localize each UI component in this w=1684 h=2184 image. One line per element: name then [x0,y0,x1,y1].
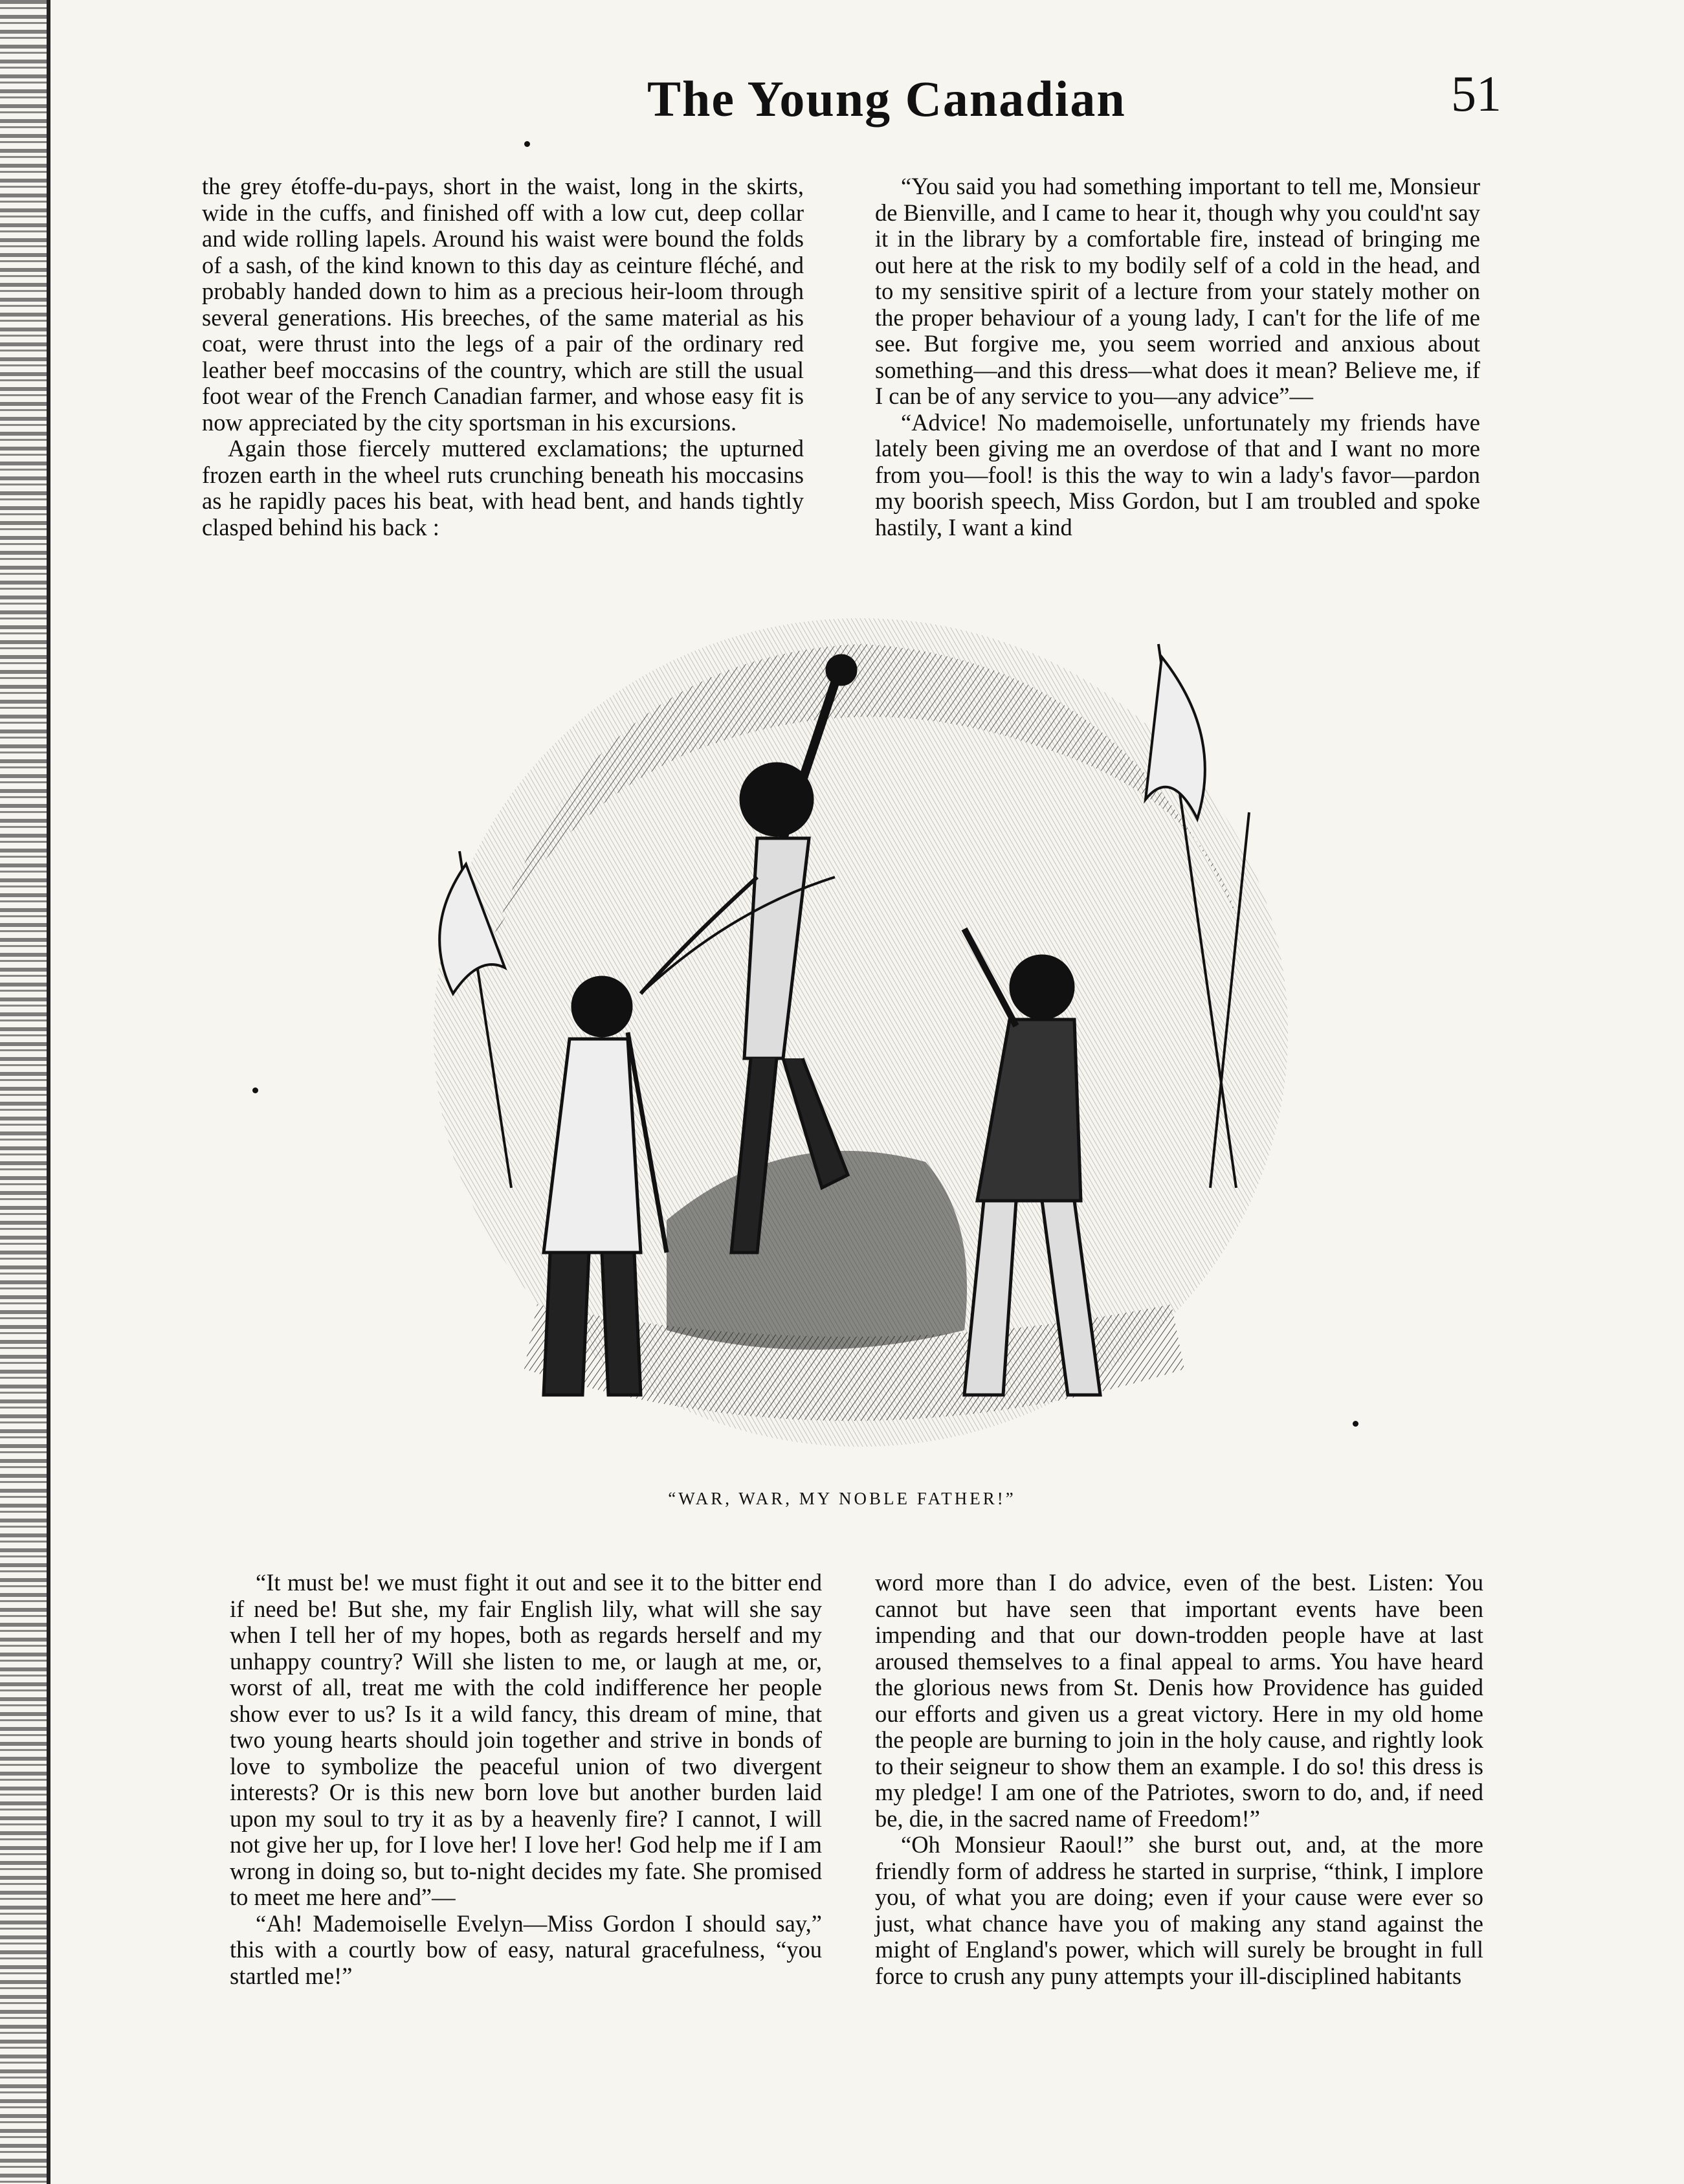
paragraph: “It must be! we must fight it out and see it to the bitter end if need be! But she, my fair English lily, what will she say when I tell her of my hopes, both as regards herself and my unhappy country? Will she listen to me, or laugh at me, or, worst of all, treat me with the cold indifference her people show ever to us? Is it a wild fancy, this dream of mine, that two young hearts should join together and strive in bonds of love to symbolize the peaceful union of two divergent interests? Or is this new born love but another burden laid upon my soul to try it as by a heavenly fire? I cannot, I will not give her up, for I love her! I love her! God help me if I am wrong in doing so, but to-night decides my fate. She promised to meet me here and”— [230,1569,822,1910]
paragraph: “You said you had something important to tell me, Monsieur de Bienville, and I came to hear it, though why you could'nt say it in the library by a comfortable fire, instead of bringing me out here at the risk to my bodily self of a cold in the head, and to my sensitive spirit of a lecture from your stately mother on the proper behaviour of a young lady, I can't for the life of me see. But forgive me, you seem worried and anxious about something—and this dress—what does it mean? Believe me, if I can be of any service to you—any advice”— [875,173,1480,409]
periodical-title: The Young Canadian [647,71,1126,127]
column-bottom-left [230,1570,822,1989]
paragraph: “Advice! No mademoiselle, unfortunately my friends have lately been giving me an overdose of that and I want no more from you—fool! is this the way to win a lady's favor—pardon my boorish speech, Miss Gordon, but I am troubled and spoke hastily, I want a kind [875,408,1480,540]
paragraph: “Ah! Mademoiselle Evelyn—Miss Gordon I should say,” this with a courtly bow of easy, natural gracefulness, “you startled me!” [230,1910,822,1989]
binding-edge [0,0,50,2184]
paragraph: Again those fiercely muttered exclamations; the upturned frozen earth in the wheel ruts crunching beneath his moccasins as he rapidly paces his beat, with head bent, and hands tightly clasped behind his back : [202,435,804,540]
column-bottom-right [875,1570,1483,1989]
binding-rule [47,0,50,2184]
column-top-right [875,173,1480,540]
paragraph: the grey étoffe-du-pays, short in the waist, long in the skirts, wide in the cuffs, and finished off with a low cut, deep collar and wide rolling lapels. Around his waist were bound the folds of a sash, of the kind known to this day as ceinture fléché, and probably handed down to him as a precious heir-loom through several generations. His breeches, of the same material as his coat, were thrust into the legs of a pair of the ordinary red leather beef moccasins of the country, which are still the usual foot wear of the French Canadian farmer, and whose easy fit is now appreciated by the city sportsman in his excursions. [202,173,804,436]
page-number: 51 [1451,65,1501,122]
paragraph: “Oh Monsieur Raoul!” she burst out, and, at the more friendly form of address he started in surprise, “think, I implore you, of what you are doing; even if your cause were ever so just, what chance have you of making any stand against the might of England's power, which will surely be brought in full force to crush any puny attempts your ill-disciplined habitants [875,1831,1483,1989]
page-header [194,58,1501,129]
print-speck [524,141,530,147]
illustration-caption: “WAR, WAR, MY NOBLE FATHER!” [668,1489,1016,1508]
print-speck [1353,1421,1358,1427]
print-speck [252,1087,258,1093]
paragraph: word more than I do advice, even of the best. Listen: You cannot but have seen that important events have been impending and that our down-trodden people have at last aroused themselves to a final appeal to arms. You have heard the glorious news from St. Denis how Providence has guided our efforts and given us a great victory. Here in my old home the people are burning to join in the holy cause, and rightly look to their seigneur to show them an example. I do so! this dress is my pledge! I am one of the Patriotes, sworn to do, and, if need be, die, in the sacred name of Freedom!” [875,1569,1483,1832]
column-top-left [202,173,804,540]
engraving-illustration [395,605,1314,1473]
